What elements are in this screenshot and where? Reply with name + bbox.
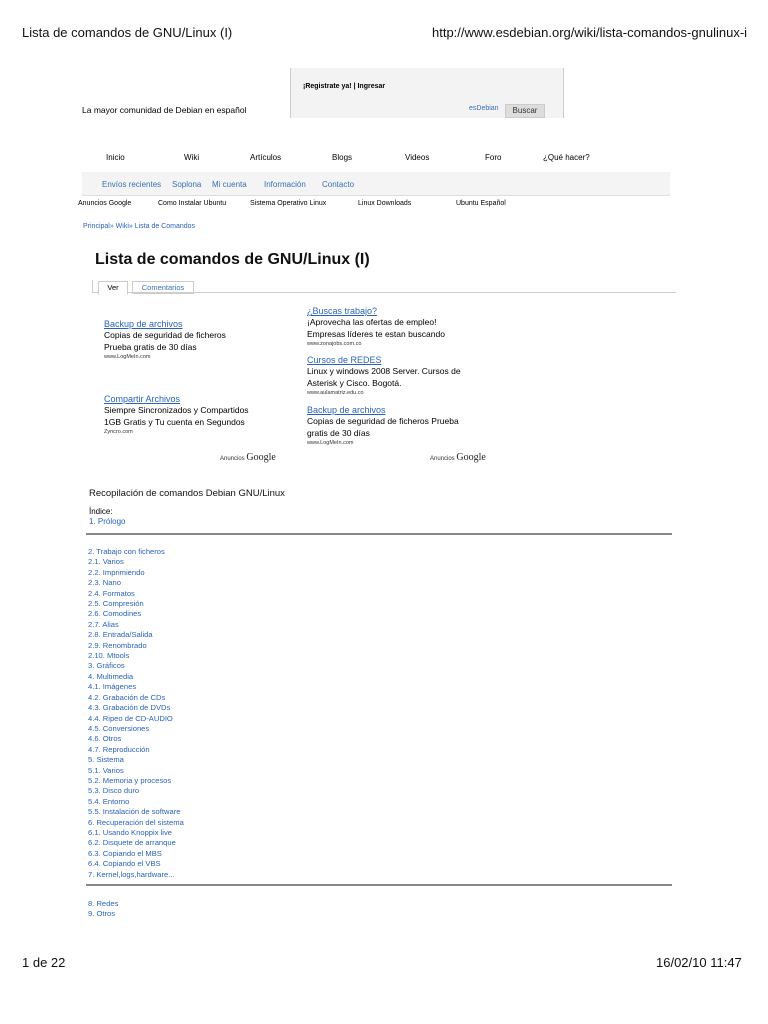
tab-comentarios[interactable]: Comentarios: [132, 281, 194, 294]
sub-nav-envios[interactable]: Envíos recientes: [102, 180, 162, 189]
nav-item-wiki[interactable]: Wiki: [184, 153, 200, 162]
toc-item[interactable]: 9. Otros: [88, 909, 116, 919]
sub-nav: [0, 180, 768, 192]
ad-text: Empresas líderes te estan buscando: [307, 328, 445, 339]
toc-item[interactable]: 4.2. Grabación de CDs: [88, 692, 166, 702]
toc-item[interactable]: 4.3. Grabación de DVDs: [88, 703, 171, 713]
ad-url[interactable]: www.LogMeIn.com: [307, 440, 354, 446]
search-label: esDebian: [469, 105, 499, 112]
ads-by-google-left[interactable]: [220, 452, 276, 463]
toc-item[interactable]: 2.7. Alias: [88, 619, 119, 629]
page-title: Lista de comandos de GNU/Linux (I): [95, 251, 370, 268]
nav-item-que-hacer[interactable]: ¿Qué hacer?: [543, 153, 590, 162]
toc-item[interactable]: 2.8. Entrada/Salida: [88, 630, 153, 640]
ad-title[interactable]: Backup de archivos: [104, 319, 183, 329]
sub-nav-informacion[interactable]: Información: [264, 180, 306, 189]
toc-item[interactable]: 2. Trabajo con ficheros: [88, 547, 165, 556]
toc-main-list: [88, 547, 184, 880]
toc-item[interactable]: 4.5. Conversiones: [88, 723, 150, 733]
toc-item[interactable]: 2.5. Compresión: [88, 599, 144, 609]
ad-text: Copias de seguridad de ficheros Prueba: [307, 416, 459, 426]
ad-text: 1GB Gratis y Tu cuenta en Segundos: [104, 416, 245, 427]
ad-text: gratis de 30 días: [307, 427, 370, 438]
site-tagline: La mayor comunidad de Debian en español: [82, 105, 247, 115]
toc-item[interactable]: 2.6. Comodines: [88, 609, 142, 619]
print-header-title: Lista de comandos de GNU/Linux (I): [22, 25, 233, 40]
breadcrumb[interactable]: Principal» Wiki» Lista de Comandos: [83, 223, 196, 230]
sub-nav-mi-cuenta[interactable]: Mi cuenta: [212, 180, 247, 189]
toc-item[interactable]: 2.4. Formatos: [88, 588, 135, 598]
toc-first: [89, 517, 125, 527]
toc-item[interactable]: 1. Prólogo: [89, 517, 126, 526]
ad-text: Linux y windows 2008 Server. Cursos de: [307, 366, 461, 376]
ad-title[interactable]: Backup de archivos: [307, 405, 386, 415]
toc-divider: [86, 533, 672, 535]
ad-text: Copias de seguridad de ficheros: [104, 330, 226, 340]
search-button[interactable]: Buscar: [505, 104, 545, 118]
ad-link-instalar-ubuntu[interactable]: Como Instalar Ubuntu: [158, 200, 227, 207]
nav-item-videos[interactable]: Videos: [405, 153, 430, 162]
nav-item-articulos[interactable]: Artículos: [250, 153, 282, 162]
main-nav: [0, 153, 768, 165]
ad-text: ¡Aprovecha las ofertas de empleo!: [307, 317, 437, 327]
toc-divider: [86, 884, 672, 886]
toc-item[interactable]: 4.4. Ripeo de CD-AUDIO: [88, 713, 173, 723]
toc-item[interactable]: 5.1. Varios: [88, 765, 124, 775]
ads-by-label: Anuncios: [430, 456, 455, 462]
toc-item[interactable]: 6.2. Disquete de arranque: [88, 838, 176, 848]
toc-item[interactable]: 6. Recuperación del sistema: [88, 817, 184, 827]
toc-item[interactable]: 5. Sistema: [88, 755, 124, 765]
toc-item[interactable]: 5.5. Instalación de software: [88, 807, 181, 817]
toc-item[interactable]: 4. Multimedia: [88, 671, 134, 681]
ad-url[interactable]: www.aulamatriz.edu.co: [307, 390, 364, 396]
print-footer-page: 1 de 22: [22, 955, 66, 970]
ad-block-right-1: [307, 305, 507, 348]
toc-item[interactable]: 4.6. Otros: [88, 734, 122, 744]
sub-nav-soplona[interactable]: Soplona: [172, 180, 202, 189]
ad-block-left-1: [104, 318, 294, 361]
ad-link-anuncios-google[interactable]: Anuncios Google: [78, 200, 132, 207]
ad-link-linux-downloads[interactable]: Linux Downloads: [358, 200, 412, 207]
google-logo: Google: [246, 452, 276, 463]
toc-item[interactable]: 6.1. Usando Knoppix live: [88, 827, 173, 837]
toc-item[interactable]: 8. Redes: [88, 899, 119, 908]
ad-block-right-2: [307, 354, 507, 397]
index-label: Índice:: [89, 507, 113, 516]
intro-text: Recopilación de comandos Debian GNU/Linux: [89, 488, 285, 499]
print-footer-datetime: 16/02/10 11:47: [656, 955, 742, 970]
google-logo: Google: [456, 452, 486, 463]
toc-item[interactable]: 7. Kernel,logs,hardware...: [88, 869, 175, 879]
toc-item[interactable]: 5.4. Entorno: [88, 796, 130, 806]
ad-text: Siempre Sincronizados y Compartidos: [104, 405, 249, 415]
toc-item[interactable]: 2.1. Varios: [88, 557, 124, 567]
ad-url[interactable]: www.LogMeIn.com: [104, 354, 151, 360]
toc-item[interactable]: 6.3. Copiando el MBS: [88, 848, 162, 858]
toc-item[interactable]: 3. Gráficos: [88, 661, 125, 671]
toc-item[interactable]: 2.9. Renombrado: [88, 640, 147, 650]
toc-item[interactable]: 6.4. Copiando el VBS: [88, 859, 161, 869]
toc-last-list: [88, 899, 118, 920]
toc-item[interactable]: 5.3. Disco duro: [88, 786, 140, 796]
ad-block-left-2: [104, 393, 294, 436]
ad-block-right-3: [307, 404, 507, 447]
nav-item-foro[interactable]: Foro: [485, 153, 502, 162]
toc-item[interactable]: 4.1. Imágenes: [88, 682, 137, 692]
print-header-url: http://www.esdebian.org/wiki/lista-comandos-gnulinux-i: [432, 25, 748, 40]
ad-url[interactable]: www.zonajobs.com.co: [307, 341, 362, 347]
nav-item-blogs[interactable]: Blogs: [332, 153, 353, 162]
sub-nav-contacto[interactable]: Contacto: [322, 180, 355, 189]
account-links[interactable]: ¡Registrate ya! | Ingresar: [303, 83, 386, 90]
toc-item[interactable]: 2.3. Nano: [88, 578, 121, 588]
ads-by-label: Anuncios: [220, 456, 245, 462]
toc-item[interactable]: 5.2. Memoria y procesos: [88, 775, 172, 785]
ad-title[interactable]: Cursos de REDES: [307, 355, 382, 365]
ad-url[interactable]: Zyncro.com: [104, 429, 133, 435]
ad-title[interactable]: ¿Buscas trabajo?: [307, 306, 378, 316]
account-box: [290, 68, 564, 118]
tab-ver[interactable]: Ver: [98, 281, 128, 295]
nav-item-inicio[interactable]: Inicio: [106, 153, 125, 162]
toc-item[interactable]: 4.7. Reproducción: [88, 744, 150, 754]
ad-link-sistema-linux[interactable]: Sistema Operativo Linux: [250, 200, 327, 207]
tab-divider: [92, 280, 93, 292]
ads-by-google-right[interactable]: [430, 452, 486, 463]
ad-text: Prueba gratis de 30 días: [104, 341, 197, 352]
ad-title[interactable]: Compartir Archivos: [104, 394, 181, 404]
toc-item[interactable]: 2.2. Imprimiendo: [88, 567, 145, 577]
ad-links-row: [0, 200, 768, 210]
toc-item[interactable]: 2.10. Mtools: [88, 651, 130, 661]
ad-text: Asterisk y Cisco. Bogotá.: [307, 377, 402, 388]
ad-link-ubuntu-espanol[interactable]: Ubuntu Español: [456, 200, 506, 207]
